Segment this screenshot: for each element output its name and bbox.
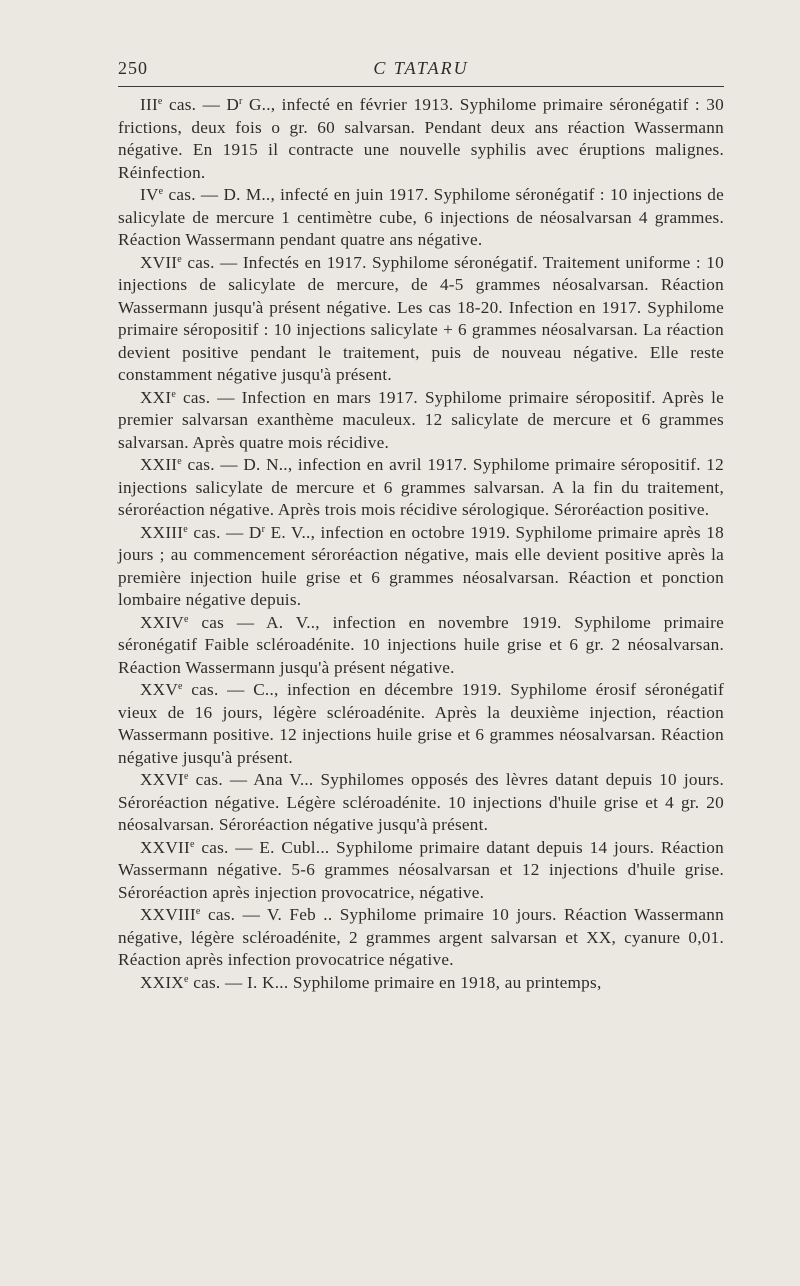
case-paragraph [118, 837, 724, 905]
case-number: XXII [140, 455, 178, 474]
case-text-continued: E. V.., infection en octobre 1919. Syphilome primaire après 18 jours ; au commencement séroréaction négative, mais elle devient positive après la première injection huile grise et 6 grammes néosalvarsan. Réaction et ponction lombaire négative depuis. [118, 522, 724, 609]
case-text: cas. — Infection en mars 1917. Syphilome primaire séropositif. Après le premier salvarsan exanthème maculeux. 12 salicylate de mercure et 6 grammes salvarsan. Après quatre mois récidive. [118, 387, 724, 452]
case-number: XXIII [140, 522, 184, 542]
case-text: cas — A. V.., infection en novembre 1919. Syphilome primaire séronégatif Faible scléroadénite. 10 injections huile grise et 6 gr. 2 néosalvarsan. Réaction Wassermann jusqu'à présent négative. [118, 612, 724, 677]
page-header [118, 58, 724, 86]
case-paragraph [118, 522, 724, 612]
case-number: XVII [140, 252, 178, 272]
ordinal-suffix: e [195, 906, 201, 917]
ordinal-suffix: e [178, 681, 183, 692]
case-number: IV [140, 185, 159, 204]
case-paragraph [118, 252, 724, 387]
title-suffix: r [239, 96, 243, 107]
case-paragraph [118, 454, 724, 522]
ordinal-suffix: e [183, 973, 189, 985]
case-number: XXVI [140, 770, 184, 789]
ordinal-suffix: e [183, 523, 188, 535]
running-head: C TATARU [373, 58, 469, 78]
case-text: cas. — D. M.., infecté en juin 1917. Syphilome séronégatif : 10 injections de salicylate de mercure 1 centimètre cube, 6 injections de néosalvarsan 4 grammes. Réaction Wassermann pendant quatre ans négative. [118, 185, 724, 249]
case-text: cas. — D. N.., infection en avril 1917. Syphilome primaire séropositif. 12 injections salicylate de mercure et 6 grammes salvarsan. A la fin du traitement, séroréaction négative. Après trois mois récidive sérologique. Séroréaction positive. [118, 455, 724, 519]
case-text: cas. — Infectés en 1917. Syphilome séronégatif. Traitement uniforme : 10 injections de salicylate de mercure, de 4-5 grammes néosalvarsan. Réaction Wassermann jusqu'à présent négative. Les cas 18-20. Infection en 1917. Syphilome primaire séropositif : 10 injections salicylate + 6 grammes néosalvarsan. La réaction devient positive pendant le traitement, puis de nouveau négative. Elle reste constamment négative jusqu'à présent. [118, 252, 724, 384]
case-number: XXIV [140, 612, 184, 632]
case-text: cas. — V. Feb .. Syphilome primaire 10 jours. Réaction Wassermann négative, légère scléroadénite, 2 grammes argent salvarsan et XX, cyanure 0,01. Réaction après infection provocatrice négative. [118, 905, 724, 969]
ordinal-suffix: e [177, 253, 182, 265]
case-text-continued: G.., infecté en février 1913. Syphilome primaire séronégatif : 30 frictions, deux fois o gr. 60 salvarsan. Pendant deux ans réaction Wassermann négative. En 1915 il contracte une nouvelle syphilis avec éruptions malignes. Réinfection. [118, 95, 724, 182]
ordinal-suffix: e [189, 838, 195, 850]
case-paragraph [118, 612, 724, 680]
header-rule [118, 86, 724, 87]
case-paragraph [118, 94, 724, 184]
case-paragraph [118, 769, 724, 837]
case-number: XXI [140, 387, 172, 407]
page-number: 250 [118, 58, 148, 78]
ordinal-suffix: e [183, 771, 189, 782]
case-paragraph [118, 972, 724, 995]
ordinal-suffix: e [171, 388, 177, 400]
title-suffix: r [261, 523, 266, 535]
case-paragraph [118, 679, 724, 769]
case-text: cas. — C.., infection en décembre 1919. Syphilome érosif séronégatif vieux de 16 jours, légère scléroadénite. Après la deuxième injection, réaction Wassermann positive. 12 injections huile grise et 6 grammes néosalvarsan. Réaction négative jusqu'à présent. [118, 680, 724, 767]
case-text: cas. — D [187, 522, 262, 542]
case-paragraph [118, 904, 724, 972]
body-text [118, 94, 724, 994]
ordinal-suffix: e [183, 613, 189, 625]
case-text: cas. — Ana V... Syphilomes opposés des lèvres datant depuis 10 jours. Séroréaction négative. Légère scléroadénite. 10 injections d'huile grise et 4 gr. 20 néosalvarsan. Séroréaction négative jusqu'à présent. [118, 770, 724, 834]
case-text: cas. — D [162, 95, 240, 114]
case-text: cas. — I. K... Syphilome primaire en 1918, au printemps, [188, 972, 602, 992]
case-number: XXVII [140, 837, 190, 857]
case-paragraph [118, 387, 724, 455]
case-number: XXV [140, 680, 178, 699]
case-number: III [140, 95, 158, 114]
case-number: XXVIII [140, 905, 196, 924]
ordinal-suffix: e [158, 186, 164, 197]
case-paragraph [118, 184, 724, 252]
ordinal-suffix: e [177, 456, 182, 467]
ordinal-suffix: e [157, 96, 163, 107]
case-number: XXIX [140, 972, 184, 992]
case-text: cas. — E. Cubl... Syphilome primaire datant depuis 14 jours. Réaction Wassermann négative. 5-6 grammes néosalvarsan et 12 injections d'huile grise. Séroréaction après injection provocatrice, négative. [118, 837, 724, 902]
